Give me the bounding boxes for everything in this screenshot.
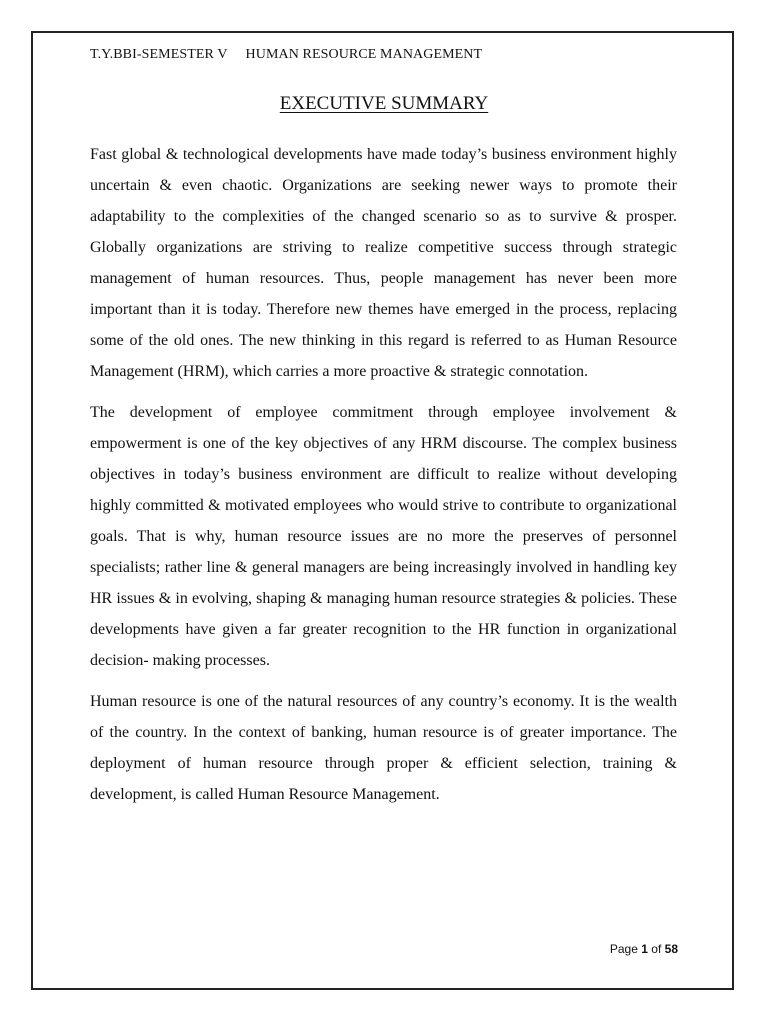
- footer-of-word: of: [651, 942, 662, 956]
- footer-total-pages: 58: [664, 942, 678, 956]
- running-header: [90, 47, 482, 63]
- document-title: EXECUTIVE SUMMARY: [279, 93, 489, 114]
- page-footer: [610, 942, 678, 956]
- paragraph-2: The development of employee commitment through employee involvement & empowerment is one of the key objectives of any HRM discourse. The complex business objectives in today’s business environment are difficult to realize without developing highly committed & motivated employees who would strive to contribute to organizational goals. That is why, human resource issues are no more the preserves of personnel specialists; rather line & general managers are being increasingly involved in handling key HR issues & in evolving, shaping & managing human resource strategies & policies. These developments have given a far greater recognition to the HR function in organizational decision- making processes.: [90, 404, 677, 669]
- paragraph-3: Human resource is one of the natural resources of any country’s economy. It is the wealth of the country. In the context of banking, human resource is of greater importance. The deployment of human resource through proper & efficient selection, training & development, is called Human Resource Management.: [90, 693, 677, 803]
- body-text: [90, 139, 677, 820]
- header-subject: HUMAN RESOURCE MANAGEMENT: [245, 47, 483, 62]
- footer-current-page: 1: [641, 942, 648, 956]
- header-course: T.Y.BBI-SEMESTER V: [90, 47, 228, 62]
- footer-page-word: Page: [609, 942, 638, 956]
- paragraph-1: Fast global & technological developments have made today’s business environment highly uncertain & even chaotic. Organizations are seeking newer ways to promote their adaptability to the complexities of the changed scenario so as to survive & prosper. Globally organizations are striving to realize competitive success through strategic management of human resources. Thus, people management has never been more important than it is today. Therefore new themes have emerged in the process, replacing some of the old ones. The new thinking in this regard is referred to as Human Resource Management (HRM), which carries a more proactive & strategic connotation.: [90, 146, 677, 380]
